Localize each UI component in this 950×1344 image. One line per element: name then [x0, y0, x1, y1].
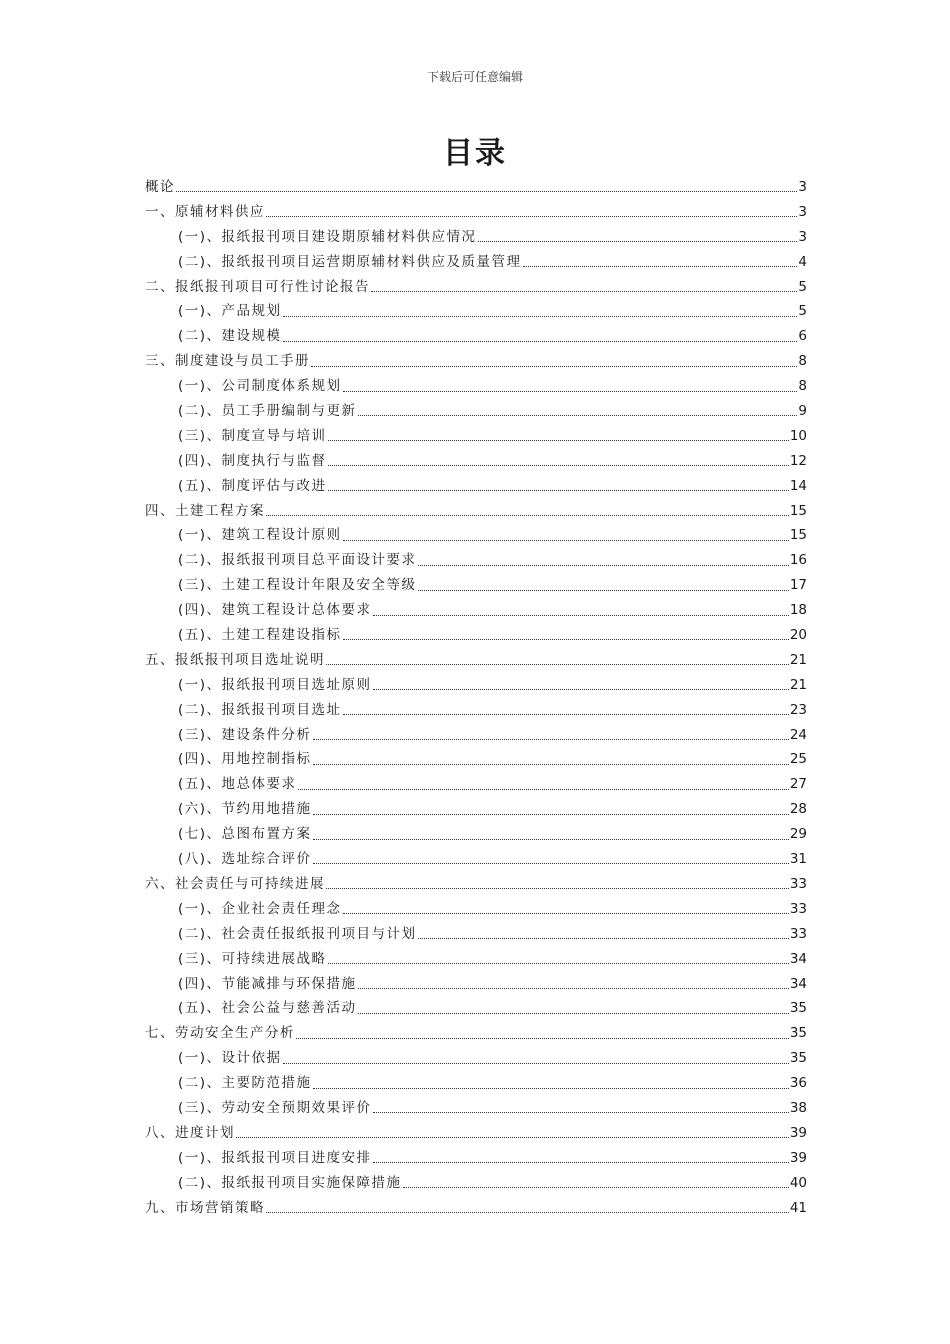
toc-entry-label: (三)、建设条件分析: [178, 726, 312, 743]
toc-entry-label: (一)、报纸报刊项目进度安排: [178, 1149, 372, 1166]
toc-leader-dots: [343, 713, 789, 715]
toc-entry[interactable]: [145, 698, 807, 723]
toc-leader-dots: [266, 514, 789, 516]
toc-leader-dots: [328, 962, 789, 964]
toc-entry[interactable]: [145, 474, 807, 499]
toc-entry-label: (二)、主要防范措施: [178, 1075, 312, 1092]
toc-entry[interactable]: [145, 1021, 807, 1046]
toc-entry[interactable]: [145, 200, 807, 225]
toc-entry[interactable]: [145, 623, 807, 648]
toc-leader-dots: [313, 838, 789, 840]
toc-entry-page: 33: [789, 925, 807, 942]
toc-leader-dots: [343, 390, 798, 392]
toc-entry-label: 八、进度计划: [145, 1124, 235, 1141]
toc-leader-dots: [358, 987, 789, 989]
toc-leader-dots: [418, 589, 789, 591]
toc-leader-dots: [478, 240, 798, 242]
toc-entry[interactable]: [145, 1171, 807, 1196]
toc-leader-dots: [326, 887, 789, 889]
toc-entry[interactable]: [145, 548, 807, 573]
page-header: 下载后可任意编辑: [426, 70, 523, 84]
toc-entry[interactable]: [145, 374, 807, 399]
toc-leader-dots: [373, 1111, 789, 1113]
toc-entry-page: 18: [789, 602, 807, 619]
toc-leader-dots: [283, 315, 798, 317]
toc-entry-label: (一)、产品规划: [178, 303, 282, 320]
toc-entry-label: (一)、企业社会责任理念: [178, 900, 342, 917]
toc-entry-label: (三)、制度宣导与培训: [178, 427, 327, 444]
toc-entry-page: 40: [789, 1174, 807, 1191]
toc-leader-dots: [311, 365, 797, 367]
toc-entry-page: 17: [789, 577, 807, 594]
toc-entry[interactable]: [145, 299, 807, 324]
toc-entry-label: 九、市场营销策略: [145, 1199, 265, 1216]
toc-entry[interactable]: [145, 847, 807, 872]
toc-entry[interactable]: [145, 723, 807, 748]
toc-entry[interactable]: [145, 1121, 807, 1146]
toc-leader-dots: [371, 290, 797, 292]
toc-entry-label: 二、报纸报刊项目可行性讨论报告: [145, 278, 370, 295]
toc-leader-dots: [313, 763, 789, 765]
toc-entry[interactable]: [145, 1046, 807, 1071]
toc-leader-dots: [358, 414, 798, 416]
toc-entry-page: 15: [789, 527, 807, 544]
toc-leader-dots: [523, 265, 798, 267]
toc-entry-label: (二)、报纸报刊项目实施保障措施: [178, 1174, 402, 1191]
toc-entry-label: (二)、报纸报刊项目选址: [178, 701, 342, 718]
toc-entry-label: (二)、建设规模: [178, 328, 282, 345]
toc-entry[interactable]: [145, 897, 807, 922]
toc-entry-label: (三)、土建工程设计年限及安全等级: [178, 577, 417, 594]
toc-entry[interactable]: [145, 449, 807, 474]
toc-entry[interactable]: [145, 922, 807, 947]
toc-entry[interactable]: [145, 1071, 807, 1096]
toc-entry-page: 31: [789, 851, 807, 868]
toc-entry[interactable]: [145, 573, 807, 598]
toc-leader-dots: [418, 564, 789, 566]
toc-entry[interactable]: [145, 772, 807, 797]
toc-entry-page: 38: [789, 1099, 807, 1116]
toc-leader-dots: [343, 539, 789, 541]
toc-entry-page: 20: [789, 627, 807, 644]
toc-entry-label: (七)、总图布置方案: [178, 826, 312, 843]
toc-entry-page: 39: [789, 1149, 807, 1166]
toc-entry-page: 27: [789, 776, 807, 793]
toc-leader-dots: [266, 1211, 789, 1213]
toc-leader-dots: [326, 663, 789, 665]
toc-entry-label: (五)、社会公益与慈善活动: [178, 1000, 357, 1017]
toc-entry-label: 七、劳动安全生产分析: [145, 1025, 295, 1042]
toc-entry-label: (二)、员工手册编制与更新: [178, 403, 357, 420]
toc-leader-dots: [358, 1012, 789, 1014]
toc-entry-page: 33: [789, 900, 807, 917]
toc-entry-label: (一)、公司制度体系规划: [178, 378, 342, 395]
toc-leader-dots: [343, 912, 789, 914]
toc-entry-label: (一)、报纸报刊项目选址原则: [178, 676, 372, 693]
toc-leader-dots: [298, 788, 789, 790]
toc-entry-label: (四)、建筑工程设计总体要求: [178, 602, 372, 619]
toc-entry[interactable]: [145, 822, 807, 847]
toc-leader-dots: [313, 738, 789, 740]
toc-leader-dots: [236, 1136, 789, 1138]
toc-entry-label: (二)、报纸报刊项目运营期原辅材料供应及质量管理: [178, 253, 522, 270]
toc-entry[interactable]: [145, 324, 807, 349]
toc-leader-dots: [403, 1186, 789, 1188]
toc-entry-page: 15: [789, 502, 807, 519]
toc-entry-page: 21: [789, 651, 807, 668]
toc-entry-label: (四)、制度执行与监督: [178, 452, 327, 469]
toc-entry-page: 10: [789, 427, 807, 444]
toc-entry[interactable]: [145, 598, 807, 623]
table-of-contents: [145, 175, 807, 1220]
toc-leader-dots: [296, 1037, 789, 1039]
toc-entry-label: (二)、报纸报刊项目总平面设计要求: [178, 552, 417, 569]
toc-entry-page: 35: [789, 1000, 807, 1017]
toc-leader-dots: [418, 937, 789, 939]
toc-entry-label: 五、报纸报刊项目选址说明: [145, 651, 325, 668]
toc-entry[interactable]: [145, 399, 807, 424]
toc-entry-label: (五)、土建工程建设指标: [178, 627, 342, 644]
toc-entry-page: 21: [789, 676, 807, 693]
toc-entry[interactable]: [145, 797, 807, 822]
toc-entry-page: 9: [798, 403, 807, 420]
toc-entry-page: 6: [798, 328, 807, 345]
toc-entry-page: 36: [789, 1075, 807, 1092]
toc-leader-dots: [313, 813, 789, 815]
toc-entry-label: 一、原辅材料供应: [145, 203, 265, 220]
toc-leader-dots: [373, 688, 789, 690]
toc-leader-dots: [313, 1087, 789, 1089]
toc-entry[interactable]: [145, 175, 807, 200]
toc-entry[interactable]: [145, 275, 807, 300]
toc-entry-label: (三)、劳动安全预期效果评价: [178, 1099, 372, 1116]
toc-entry-label: 概论: [145, 179, 175, 195]
toc-entry-page: 25: [789, 751, 807, 768]
toc-entry-label: (一)、设计依据: [178, 1050, 282, 1067]
toc-entry[interactable]: [145, 673, 807, 698]
toc-leader-dots: [283, 1062, 789, 1064]
toc-entry[interactable]: [145, 499, 807, 524]
toc-entry-page: 16: [789, 552, 807, 569]
toc-entry[interactable]: [145, 225, 807, 250]
toc-entry-label: (一)、报纸报刊项目建设期原辅材料供应情况: [178, 228, 477, 245]
toc-entry[interactable]: [145, 1146, 807, 1171]
toc-leader-dots: [283, 340, 798, 342]
toc-leader-dots: [373, 1161, 789, 1163]
toc-leader-dots: [328, 464, 789, 466]
toc-entry[interactable]: [145, 747, 807, 772]
page-title: 目录: [443, 136, 507, 171]
toc-entry-page: 12: [789, 452, 807, 469]
toc-entry[interactable]: [145, 250, 807, 275]
toc-entry-page: 35: [789, 1050, 807, 1067]
toc-entry-label: (五)、制度评估与改进: [178, 477, 327, 494]
toc-entry-page: 4: [798, 253, 807, 270]
toc-entry-label: 六、社会责任与可持续进展: [145, 875, 325, 892]
toc-entry[interactable]: [145, 424, 807, 449]
toc-leader-dots: [176, 190, 797, 192]
toc-entry-label: (三)、可持续进展战略: [178, 950, 327, 967]
toc-entry[interactable]: [145, 349, 807, 374]
toc-entry-page: 3: [798, 228, 807, 245]
toc-entry[interactable]: [145, 1196, 807, 1221]
toc-entry-label: 三、制度建设与员工手册: [145, 353, 310, 370]
toc-entry-page: 24: [789, 726, 807, 743]
toc-entry-label: 四、土建工程方案: [145, 502, 265, 519]
toc-leader-dots: [328, 489, 789, 491]
toc-entry-label: (八)、选址综合评价: [178, 851, 312, 868]
toc-entry-page: 35: [789, 1025, 807, 1042]
toc-entry-page: 39: [789, 1124, 807, 1141]
toc-entry-page: 29: [789, 826, 807, 843]
toc-entry[interactable]: [145, 872, 807, 897]
toc-entry-page: 5: [798, 303, 807, 320]
toc-leader-dots: [313, 862, 789, 864]
toc-leader-dots: [266, 215, 797, 217]
toc-entry-page: 5: [798, 278, 807, 295]
toc-entry-label: (六)、节约用地措施: [178, 801, 312, 818]
toc-leader-dots: [328, 439, 789, 441]
toc-entry-page: 23: [789, 701, 807, 718]
toc-leader-dots: [343, 638, 789, 640]
toc-entry-page: 34: [789, 975, 807, 992]
toc-entry[interactable]: [145, 523, 807, 548]
toc-entry-page: 34: [789, 950, 807, 967]
toc-leader-dots: [373, 614, 789, 616]
toc-entry[interactable]: [145, 1096, 807, 1121]
toc-entry[interactable]: [145, 648, 807, 673]
toc-entry[interactable]: [145, 996, 807, 1021]
toc-entry-label: (一)、建筑工程设计原则: [178, 527, 342, 544]
toc-entry-label: (五)、地总体要求: [178, 776, 297, 793]
toc-entry[interactable]: [145, 972, 807, 997]
toc-entry-page: 8: [798, 378, 807, 395]
toc-entry[interactable]: [145, 947, 807, 972]
toc-entry-label: (二)、社会责任报纸报刊项目与计划: [178, 925, 417, 942]
toc-entry-page: 41: [789, 1199, 807, 1216]
toc-entry-page: 33: [789, 875, 807, 892]
toc-entry-page: 28: [789, 801, 807, 818]
toc-entry-page: 3: [798, 203, 807, 220]
toc-entry-label: (四)、节能减排与环保措施: [178, 975, 357, 992]
toc-entry-page: 8: [798, 353, 807, 370]
toc-entry-label: (四)、用地控制指标: [178, 751, 312, 768]
toc-entry-page: 14: [789, 477, 807, 494]
toc-entry-page: 3: [798, 179, 807, 195]
